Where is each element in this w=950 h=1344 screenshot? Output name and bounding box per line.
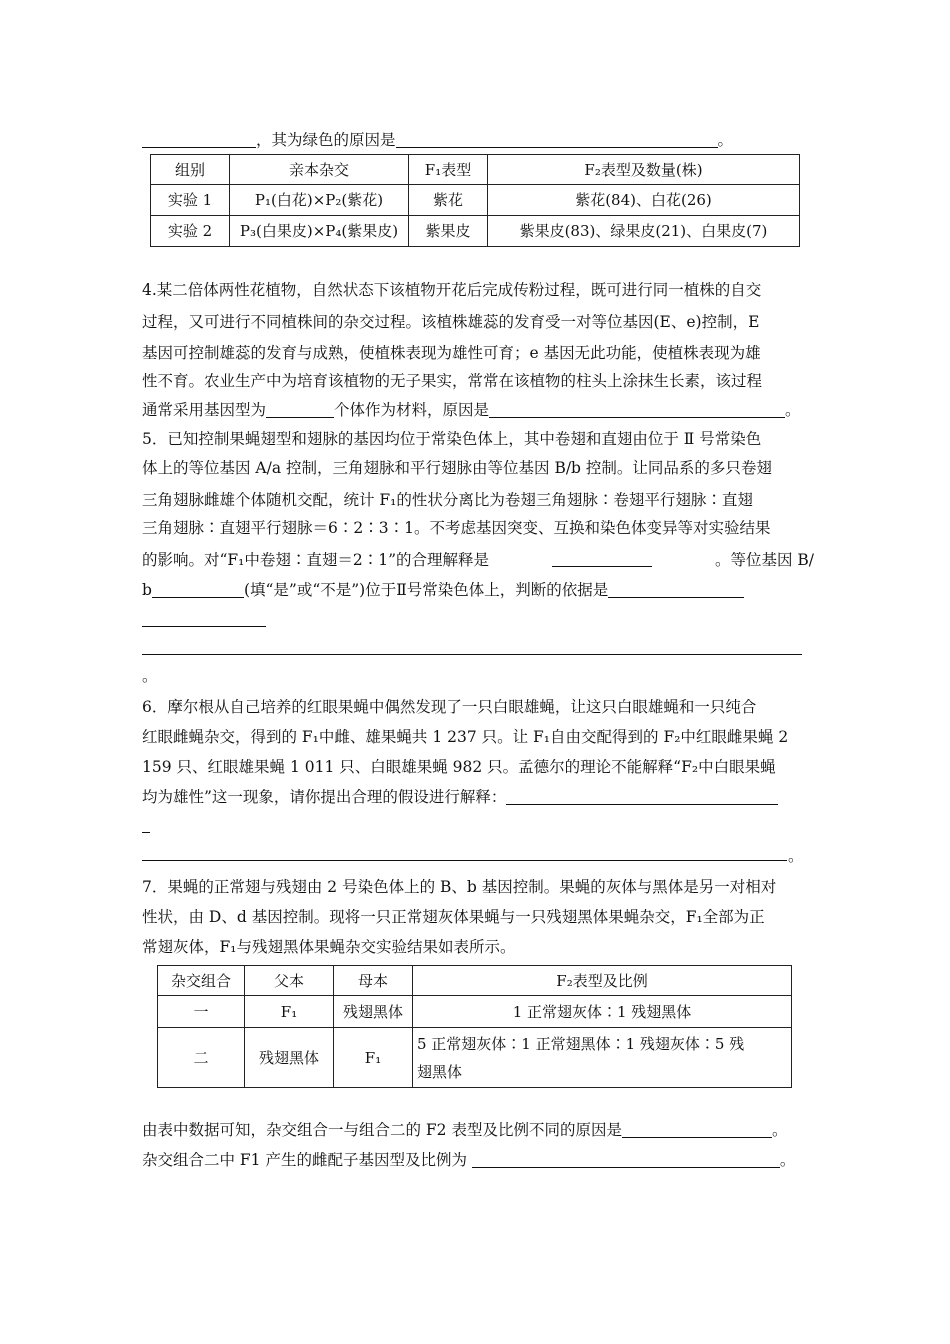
q6-line: 。	[788, 847, 804, 865]
q6-line: 红眼雌蝇杂交，得到的 F₁中雌、雄果蝇共 1 237 只。让 F₁自由交配得到的 F₂中红眼雌果蝇 2	[142, 728, 789, 746]
answer-blank[interactable]	[622, 1121, 772, 1138]
table-header-cell: 组别	[151, 155, 230, 185]
table-cell: 实验 2	[151, 216, 230, 247]
q4-line: 通常采用基因型为 个体作为材料，原因是 。	[142, 401, 801, 419]
q5-line: b (填“是”或“不是”)位于Ⅱ号常染色体上，判断的依据是	[142, 580, 814, 600]
table-cell: 残翅黑体	[334, 996, 413, 1028]
table-cell: P₁(白花)×P₂(紫花)	[230, 185, 409, 216]
table-cell: 一	[158, 996, 245, 1028]
answer-blank[interactable]	[142, 626, 266, 627]
q5-line: 的影响。对“F₁中卷翅∶直翅＝2∶1”的合理解释是 。等位基因 B/	[142, 551, 814, 569]
table-row	[151, 216, 800, 247]
tail-line: 杂交组合二中 F1 产生的雌配子基因型及比例为 。	[142, 1151, 796, 1169]
table-cell: 5 正常翅灰体∶1 正常翅黑体∶1 残翅灰体∶5 残 翅黑体	[413, 1028, 792, 1088]
table-header-row	[151, 155, 800, 185]
answer-blank[interactable]	[472, 1151, 780, 1168]
answer-blank[interactable]	[142, 832, 150, 833]
q5-line: 。	[142, 667, 158, 685]
q7-line: 常翅灰体，F₁与残翅黑体果蝇杂交实验结果如表所示。	[142, 938, 516, 956]
q5-line: 三角翅脉雌雄个体随机交配，统计 F₁的性状分离比为卷翅三角翅脉∶卷翅平行翅脉∶直翅	[142, 491, 753, 509]
tail-line: 由表中数据可知，杂交组合一与组合二的 F2 表型及比例不同的原因是 。	[142, 1121, 788, 1139]
table-header-cell: 杂交组合	[158, 966, 245, 996]
answer-blank[interactable]	[608, 581, 744, 598]
q4-line: 性不育。农业生产中为培育该植物的无子果实，常常在该植物的柱头上涂抹生长素，该过程	[142, 372, 763, 390]
answer-blank[interactable]	[142, 654, 802, 655]
table-header-cell: 父本	[245, 966, 334, 996]
table-cell: F₁	[334, 1028, 413, 1088]
cross-table	[157, 965, 792, 1088]
answer-blank[interactable]	[266, 401, 334, 418]
table-cell: 残翅黑体	[245, 1028, 334, 1088]
q4-line: 4.某二倍体两性花植物，自然状态下该植物开花后完成传粉过程，既可进行同一植株的自交	[142, 281, 762, 299]
q7-line: 7．果蝇的正常翅与残翅由 2 号染色体上的 B、b 基因控制。果蝇的灰体与黑体是另一对相对	[142, 878, 777, 896]
table-header-cell: 母本	[334, 966, 413, 996]
table-header-row	[158, 966, 792, 996]
answer-blank[interactable]	[142, 131, 256, 148]
table-cell: P₃(白果皮)×P₄(紫果皮)	[230, 216, 409, 247]
answer-blank[interactable]	[152, 581, 244, 598]
q6-line: 6．摩尔根从自己培养的红眼果蝇中偶然发现了一只白眼雄蝇，让这只白眼雄蝇和一只纯合	[142, 698, 757, 716]
table-row	[158, 1028, 792, 1088]
table-cell: 二	[158, 1028, 245, 1088]
table-header-cell: F₂表型及数量(株)	[488, 155, 800, 185]
answer-blank[interactable]	[396, 131, 718, 148]
experiment-table	[150, 154, 800, 247]
table-header-cell: F₂表型及比例	[413, 966, 792, 996]
table-cell: 紫花(84)、白花(26)	[488, 185, 800, 216]
q5-line: 体上的等位基因 A/a 控制，三角翅脉和平行翅脉由等位基因 B/b 控制。让同品系的多只卷翅	[142, 459, 772, 477]
q5-line: 三角翅脉∶直翅平行翅脉＝6∶2∶3∶1。不考虑基因突变、互换和染色体变异等对实验结果	[142, 519, 771, 537]
q4-line: 过程，又可进行不同植株间的杂交过程。该植株雄蕊的发育受一对等位基因(E、e)控制，E	[142, 313, 760, 331]
table-header-cell: F₁表型	[409, 155, 488, 185]
answer-blank[interactable]	[142, 860, 787, 861]
q7-line: 性状，由 D、d 基因控制。现将一只正常翅灰体果蝇与一只残翅黑体果蝇杂交，F₁全部为正	[142, 908, 765, 926]
table-row	[151, 185, 800, 216]
answer-blank[interactable]	[506, 788, 778, 805]
table-cell: 紫果皮	[409, 216, 488, 247]
q6-line: 均为雄性”这一现象，请你提出合理的假设进行解释：	[142, 787, 814, 807]
table-cell: 1 正常翅灰体∶1 残翅黑体	[413, 996, 792, 1028]
table-row	[158, 996, 792, 1028]
table-cell: F₁	[245, 996, 334, 1028]
table-header-cell: 亲本杂交	[230, 155, 409, 185]
table-cell: 实验 1	[151, 185, 230, 216]
table-cell: 紫花	[409, 185, 488, 216]
answer-line-intro: ，其为绿色的原因是 。	[142, 130, 814, 150]
q6-line: 159 只、红眼雄果蝇 1 011 只、白眼雄果蝇 982 只。孟德尔的理论不能解释“F₂中白眼果蝇	[142, 758, 776, 776]
q4-line: 基因可控制雄蕊的发育与成熟，使植株表现为雄性可育；e 基因无此功能，使植株表现为雄	[142, 344, 761, 362]
table-cell: 紫果皮(83)、绿果皮(21)、白果皮(7)	[488, 216, 800, 247]
q5-line: 5．已知控制果蝇翅型和翅脉的基因均位于常染色体上，其中卷翅和直翅由位于 Ⅱ 号常染色	[142, 430, 762, 448]
answer-blank[interactable]	[489, 401, 785, 418]
answer-blank[interactable]	[552, 550, 652, 567]
